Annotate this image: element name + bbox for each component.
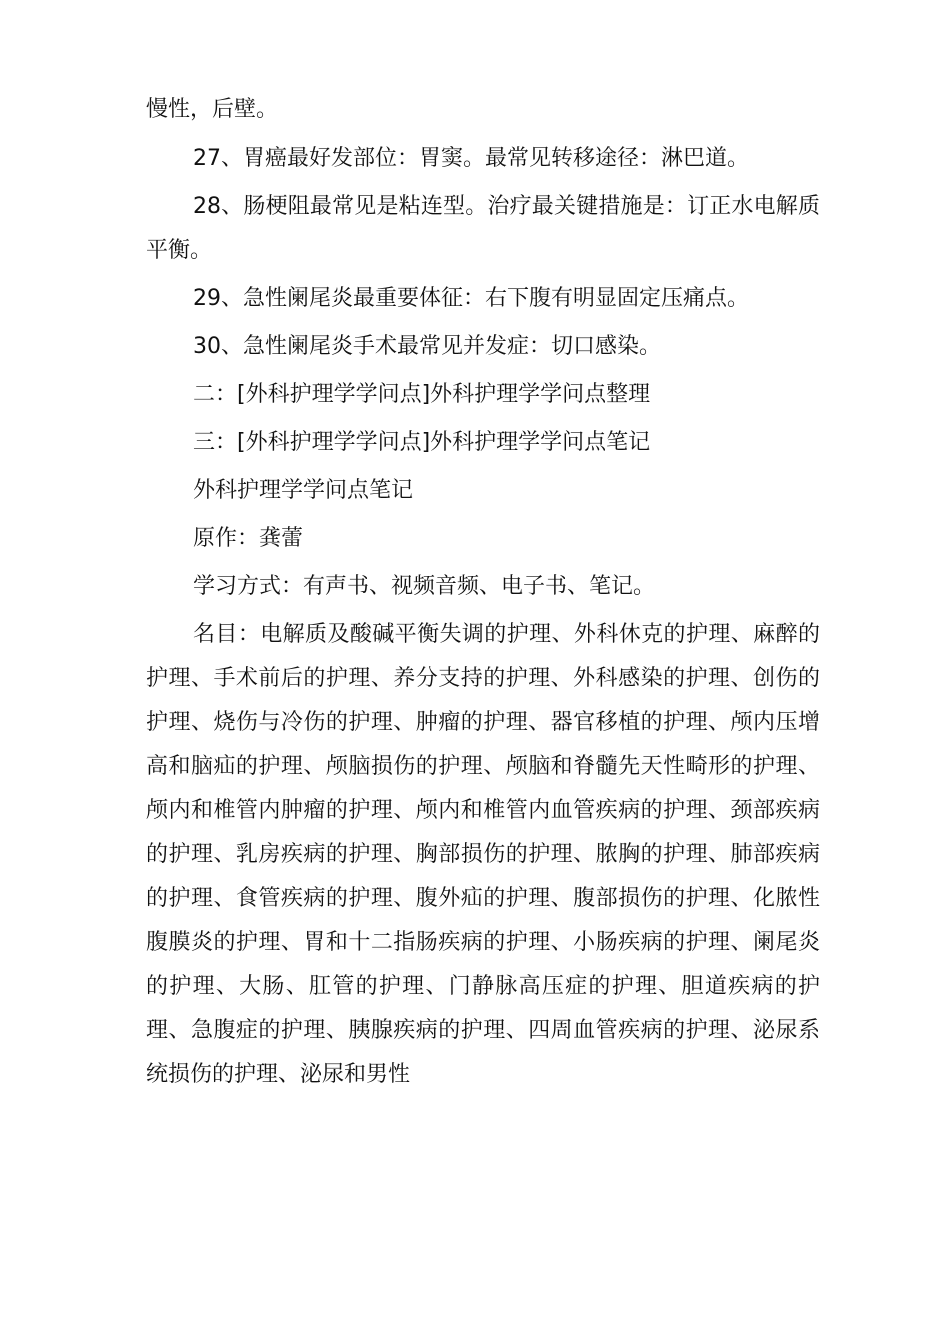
section-heading-2: 二：[外科护理学学问点]外科护理学学问点整理: [193, 382, 651, 407]
paragraph-item-27: 27、胃癌最好发部位：胃窦。最常见转移途径：淋巴道。: [193, 146, 749, 171]
section-heading-3: 三：[外科护理学学问点]外科护理学学问点笔记: [193, 430, 651, 455]
document-body: [146, 88, 820, 1097]
paragraph-item-29: 29、急性阑尾炎最重要体征：右下腹有明显固定压痛点。: [193, 286, 749, 311]
paragraph-item-28: 28、肠梗阻最常见是粘连型。治疗最关键措施是：订正水电解质平衡。: [146, 194, 820, 263]
notes-title: 外科护理学学问点笔记: [193, 478, 414, 503]
learning-method-line: 学习方式：有声书、视频音频、电子书、笔记。: [193, 574, 656, 599]
paragraph-item-30: 30、急性阑尾炎手术最常见并发症：切口感染。: [193, 334, 661, 359]
table-of-contents-paragraph: 名目：电解质及酸碱平衡失调的护理、外科休克的护理、麻醉的护理、手术前后的护理、养分支持的护理、外科感染的护理、创伤的护理、烧伤与冷伤的护理、肿瘤的护理、器官移植的护理、颅内压增高和脑疝的护理、颅脑损伤的护理、颅脑和脊髓先天性畸形的护理、颅内和椎管内肿瘤的护理、颅内和椎管内血管疾病的护理、颈部疾病的护理、乳房疾病的护理、胸部损伤的护理、脓胸的护理、肺部疾病的护理、食管疾病的护理、腹外疝的护理、腹部损伤的护理、化脓性腹膜炎的护理、胃和十二指肠疾病的护理、小肠疾病的护理、阑尾炎的护理、大肠、肛管的护理、门静脉高压症的护理、胆道疾病的护理、急腹症的护理、胰腺疾病的护理、四周血管疾病的护理、泌尿系统损伤的护理、泌尿和男性: [146, 622, 820, 1087]
author-line: 原作：龚蕾: [193, 526, 304, 551]
paragraph-continuation: 慢性，后壁。: [146, 97, 279, 122]
